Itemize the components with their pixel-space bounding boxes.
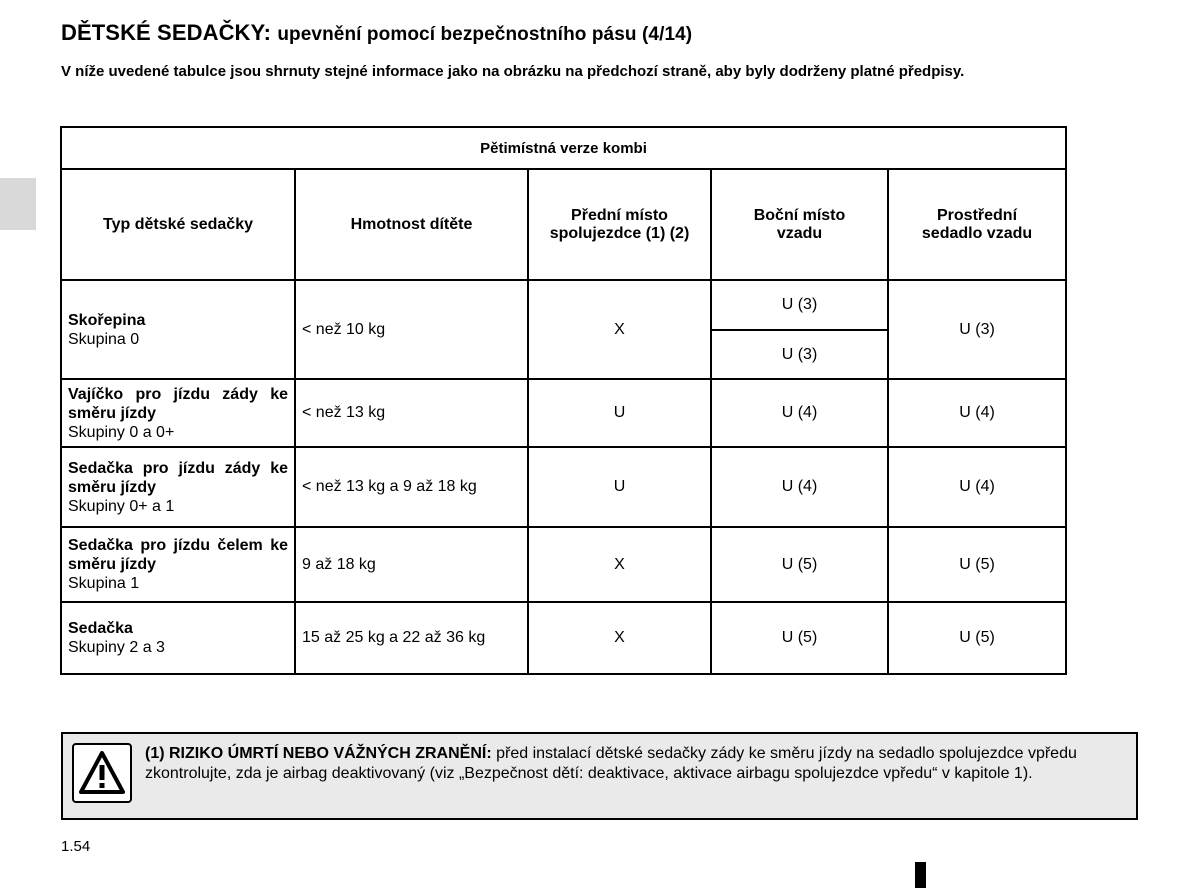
weight-cell: 9 až 18 kg [295, 527, 528, 602]
warning-triangle-icon [72, 743, 132, 803]
weight-cell: 15 až 25 kg a 22 až 36 kg [295, 602, 528, 674]
header-rear-middle [888, 169, 1066, 280]
seat-group: Skupiny 0+ a 1 [68, 497, 175, 515]
seat-type-cell [61, 527, 295, 602]
middle-cell: U (3) [888, 280, 1066, 379]
front-cell: X [528, 527, 711, 602]
title-sub: upevnění pomocí bezpečnostního pásu (4/14) [277, 24, 693, 45]
header-rear-middle-label: Prostřední sedadlo vzadu [921, 206, 1033, 242]
table-row [61, 280, 1066, 330]
header-front-passenger-label: Přední místo spolujezdce (1) (2) [549, 206, 690, 242]
side-cell: U (4) [711, 447, 888, 527]
front-cell: X [528, 602, 711, 674]
title-main: DĚTSKÉ SEDAČKY: [61, 20, 272, 45]
seat-type-cell [61, 602, 295, 674]
side-cell-top: U (3) [711, 280, 888, 330]
page-edge-mark [915, 862, 926, 888]
seat-group: Skupina 1 [68, 575, 140, 592]
seat-type-cell [61, 447, 295, 527]
child-seat-table [60, 126, 1067, 675]
table-row [61, 379, 1066, 447]
front-cell: U [528, 379, 711, 447]
seat-type-name: Sedačka pro jízdu čelem ke směru jízdy [68, 537, 288, 573]
middle-cell: U (4) [888, 379, 1066, 447]
warning-heading: (1) RIZIKO ÚMRTÍ NEBO VÁŽNÝCH ZRANĚNÍ: [145, 745, 492, 762]
middle-cell: U (5) [888, 602, 1066, 674]
table-row [61, 527, 1066, 602]
header-rear-side-label: Boční místo vzadu [753, 206, 846, 242]
side-cell-bottom: U (3) [711, 330, 888, 379]
weight-cell: < než 13 kg a 9 až 18 kg [295, 447, 528, 527]
front-cell: U [528, 447, 711, 527]
weight-cell: < než 10 kg [295, 280, 528, 379]
header-rear-side [711, 169, 888, 280]
header-front-passenger [528, 169, 711, 280]
header-seat-type: Typ dětské sedačky [61, 169, 295, 280]
side-cell: U (5) [711, 602, 888, 674]
middle-cell: U (5) [888, 527, 1066, 602]
seat-type-name: Sedačka [68, 620, 133, 637]
weight-cell: < než 13 kg [295, 379, 528, 447]
warning-box [61, 732, 1138, 820]
table-caption-row [61, 127, 1066, 169]
table-row [61, 602, 1066, 674]
middle-cell: U (4) [888, 447, 1066, 527]
front-cell: X [528, 280, 711, 379]
table-row [61, 447, 1066, 527]
seat-type-cell [61, 280, 295, 379]
intro-text: V níže uvedené tabulce jsou shrnuty stejné informace jako na obrázku na předchozí straně, aby byly dodrženy platné předpisy. [61, 63, 965, 80]
table-header-row [61, 169, 1066, 280]
side-cell: U (4) [711, 379, 888, 447]
seat-group: Skupina 0 [68, 330, 140, 348]
seat-type-name: Skořepina [68, 311, 146, 329]
chapter-side-tab [0, 178, 36, 230]
seat-group: Skupiny 2 a 3 [68, 639, 165, 656]
warning-text [145, 744, 1130, 784]
side-cell: U (5) [711, 527, 888, 602]
seat-type-name: Sedačka pro jízdu zády ke směru jízdy [68, 459, 288, 496]
warning-body: před instalací dětské sedačky zády ke směru jízdy na sedadlo spolujezdce vpředu zkontrolujte, zda je airbag deaktivovaný (viz „Bezpečnost dětí: deaktivace, aktivace airbagu spolujezdce vpředu“ v kapitole 1). [145, 745, 1077, 782]
seat-group: Skupiny 0 a 0+ [68, 423, 175, 441]
page-title [61, 20, 692, 46]
header-child-weight: Hmotnost dítěte [295, 169, 528, 280]
seat-type-name: Vajíčko pro jízdu zády ke směru jízdy [68, 385, 288, 422]
page-number: 1.54 [61, 838, 91, 855]
table-caption: Pětimístná verze kombi [61, 127, 1066, 169]
seat-type-cell [61, 379, 295, 447]
